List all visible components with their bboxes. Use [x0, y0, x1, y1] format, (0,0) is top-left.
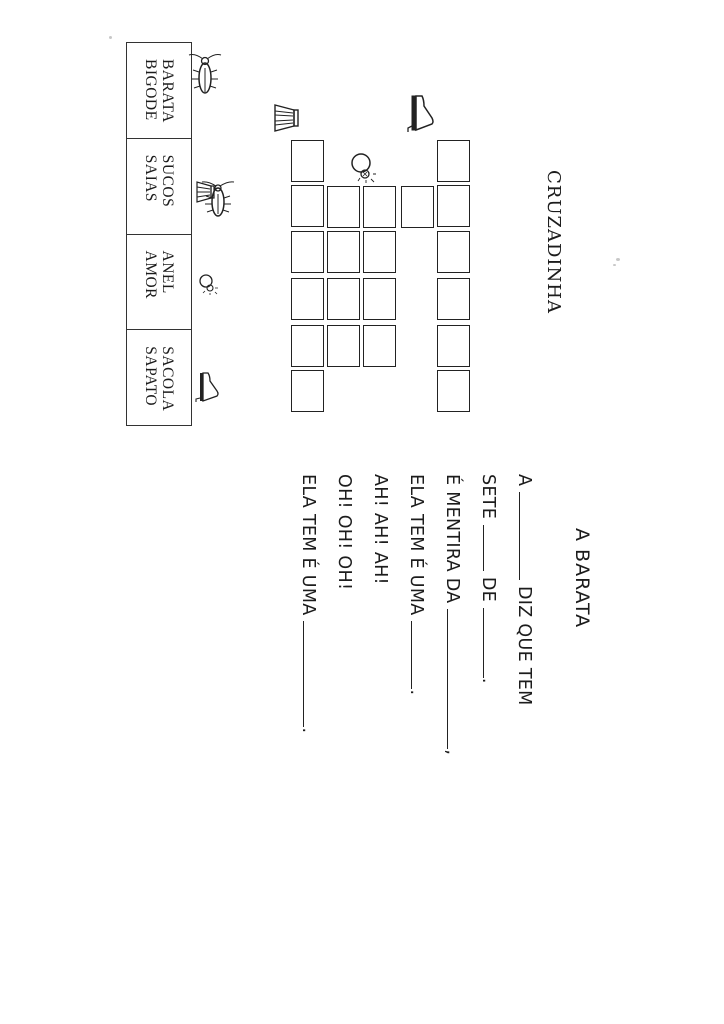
word-bank-word: BARATA — [159, 59, 176, 123]
crossword-cell[interactable] — [327, 325, 360, 367]
poem-text: ELA TEM É UMA — [406, 474, 426, 616]
poem-text: AH! AH! AH! — [370, 474, 390, 585]
ring-icon — [345, 150, 379, 184]
answer-blank[interactable] — [411, 621, 426, 689]
poem-text: . — [478, 677, 498, 684]
word-bank-cell — [127, 139, 191, 235]
poem-line-1 — [514, 474, 534, 706]
poem-line-6 — [334, 474, 354, 590]
crossword-cell[interactable] — [363, 186, 396, 228]
answer-blank[interactable] — [519, 492, 534, 580]
crossword-cell[interactable] — [401, 186, 434, 228]
cockroach-icon — [188, 52, 222, 100]
word-bank-word: SACOLA — [159, 346, 176, 412]
crossword-cell[interactable] — [437, 140, 470, 182]
ring-icon — [194, 270, 220, 296]
crossword-cell[interactable] — [437, 325, 470, 367]
skirt-icon — [271, 102, 301, 134]
word-bank-word: BIGODE — [142, 59, 159, 121]
crossword-cell[interactable] — [327, 278, 360, 320]
crossword-cell[interactable] — [291, 278, 324, 320]
poem-text: . — [406, 689, 426, 696]
poem-text: , — [442, 749, 462, 756]
poem-line-3 — [442, 474, 462, 755]
poem-text: SETE — [478, 474, 498, 520]
word-bank-cell — [127, 235, 191, 331]
word-bank-word: SAIAS — [142, 154, 159, 203]
shoe-icon — [406, 92, 438, 134]
scan-mark — [109, 36, 112, 39]
crossword-cell[interactable] — [327, 186, 360, 228]
poem-text: DE — [478, 576, 498, 603]
crossword-cell[interactable] — [437, 370, 470, 412]
word-bank — [126, 42, 192, 426]
crossword-cell[interactable] — [363, 231, 396, 273]
poem-line-5 — [370, 474, 390, 585]
crossword-cell[interactable] — [291, 140, 324, 182]
poem-line-4 — [406, 474, 426, 695]
crossword-cell[interactable] — [363, 325, 396, 367]
skirt-icon — [194, 180, 216, 204]
scan-mark — [613, 264, 616, 266]
poem-text: . — [298, 727, 318, 734]
crossword-cell[interactable] — [291, 231, 324, 273]
crossword-cell[interactable] — [291, 185, 324, 227]
word-bank-word: SAPATO — [142, 346, 159, 407]
poem-text: ELA TEM É UMA — [298, 474, 318, 616]
poem-line-2 — [478, 474, 498, 684]
word-bank-word: ANEL — [159, 250, 176, 294]
scan-mark — [616, 258, 620, 261]
crossword-cell[interactable] — [363, 278, 396, 320]
crossword-title: CRUZADINHA — [543, 170, 564, 314]
word-bank-cell — [127, 330, 191, 425]
poem-line-7 — [298, 474, 318, 733]
word-bank-word: AMOR — [142, 250, 159, 300]
crossword-cell[interactable] — [327, 231, 360, 273]
answer-blank[interactable] — [483, 525, 498, 571]
crossword-cell[interactable] — [291, 325, 324, 367]
crossword-cell[interactable] — [437, 231, 470, 273]
crossword-cell[interactable] — [437, 185, 470, 227]
word-bank-cell — [127, 43, 191, 139]
word-bank-word: SUCOS — [159, 154, 176, 208]
crossword-cell[interactable] — [291, 370, 324, 412]
crossword-cell[interactable] — [437, 278, 470, 320]
answer-blank[interactable] — [447, 609, 462, 749]
answer-blank[interactable] — [303, 621, 318, 727]
poem-text: OH! OH! OH! — [334, 474, 354, 591]
poem-text: É MENTIRA DA — [442, 474, 462, 604]
answer-blank[interactable] — [483, 608, 498, 678]
shoe-icon — [194, 370, 222, 404]
poem-title: A BARATA — [571, 528, 593, 629]
poem-text: DIZ QUE TEM — [514, 586, 534, 706]
poem-text: A — [514, 474, 534, 487]
